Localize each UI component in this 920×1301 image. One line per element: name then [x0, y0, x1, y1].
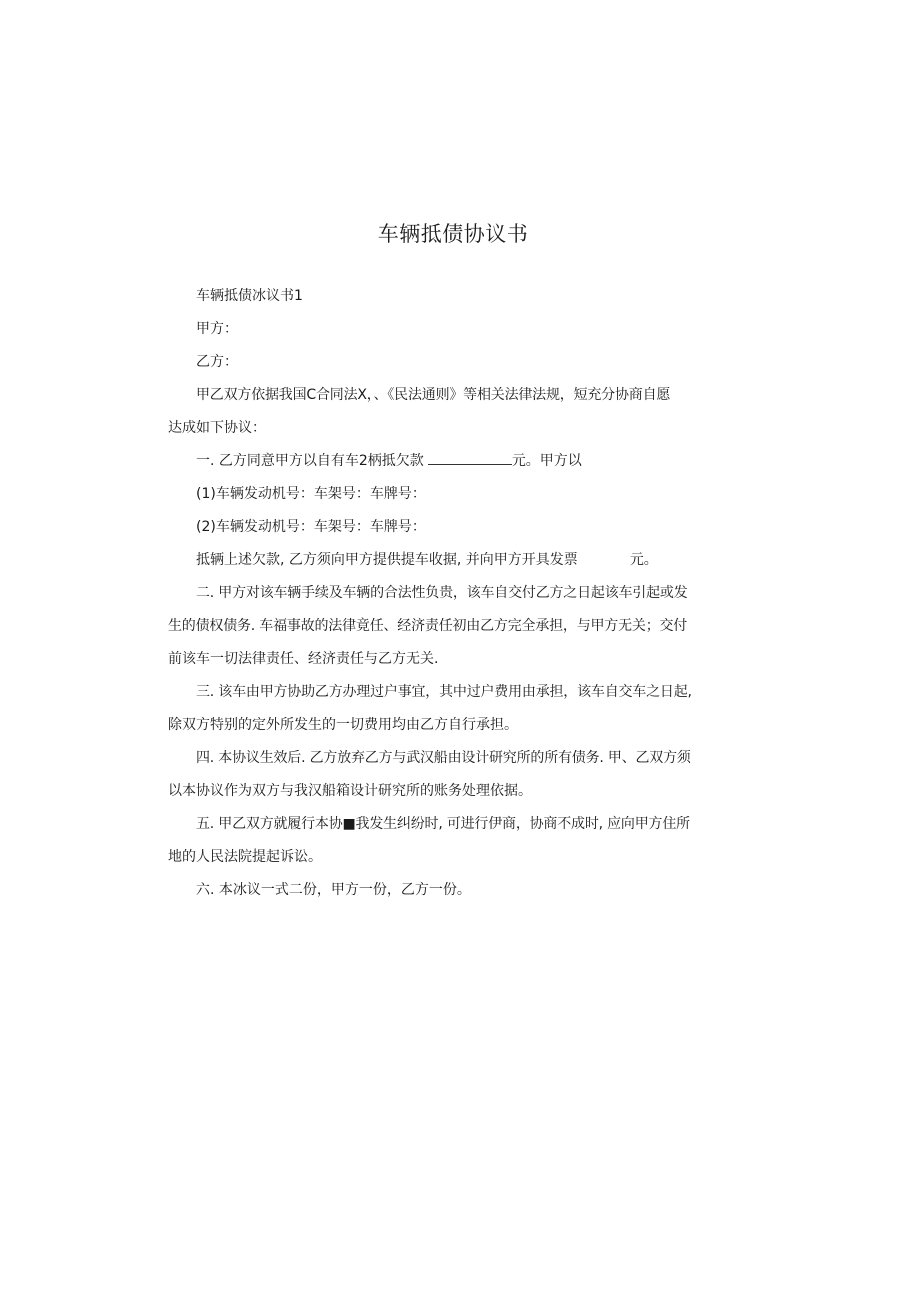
vehicle-1-line: (1)车辆发动机号：车架号：车牌号： — [196, 486, 426, 502]
clause-2-line-1: 二. 甲方对该车辆手续及车辆的合法性负贵，该车自交付乙方之日起该车引起或发 — [196, 585, 688, 601]
party-a-line: 甲方： — [196, 321, 238, 337]
document-title: 车辆抵债协议书 — [377, 222, 529, 246]
intro-line-2: 达成如下协议： — [168, 420, 266, 436]
invoice-text: 抵辆上述欠款, 乙方须向甲方提供提车收据, 并向甲方开具发票 — [196, 552, 578, 568]
amount-blank — [428, 452, 512, 465]
clause-1-line-1 — [196, 445, 748, 478]
party-b-line: 乙方： — [196, 354, 238, 370]
clause-6-line: 六. 本冰议一式二份，甲方一份，乙方一份。 — [196, 882, 471, 898]
clause-5-line-1: 五. 甲乙双方就履行本协■我发生纠纷时, 可进行伊商，协商不成时, 应向甲方住所 — [196, 816, 690, 832]
clause-3-line-1: 三. 该车由甲方协助乙方办理过户事宜，其中过户费用由承担，该车自交车之日起, — [196, 684, 692, 700]
clause-1-line-4 — [196, 544, 748, 577]
clause-3-line-2: 除双方特别的定外所发生的一切费用均由乙方自行承担。 — [168, 717, 518, 733]
document-subtitle: 车辆抵债冰议书1 — [196, 288, 303, 304]
clause-5-line-2: 地的人民法院提起诉讼。 — [168, 849, 322, 865]
invoice-unit: 元。 — [629, 552, 658, 568]
clause-1-text-after-blank: 元。甲方以 — [511, 453, 582, 469]
clause-1-text-before-blank: 一. 乙方同意甲方以自有车2柄抵欠款 — [196, 453, 424, 469]
clause-4-line-2: 以本协议作为双方与我汉船箱设计研究所的账务处理依据。 — [168, 783, 532, 799]
clause-2-line-2: 生的债权债务. 车福事故的法律竟任、经济责任初由乙方完全承担，与甲方无关；交付 — [168, 618, 688, 634]
document-body — [168, 280, 748, 907]
clause-4-line-1: 四. 本协议生效后. 乙方放弃乙方与武汉船由设计研究所的所有债务. 甲、乙双方须 — [196, 750, 691, 766]
intro-line-1: 甲乙双方依据我国C合同法X，、《民法通则》等相关法律法规，短充分协商自愿 — [196, 387, 671, 403]
clause-2-line-3: 前该车一切法律责任、经济责任与乙方无关. — [168, 651, 439, 667]
vehicle-2-line: (2)车辆发动机号：车架号：车牌号： — [196, 519, 426, 535]
